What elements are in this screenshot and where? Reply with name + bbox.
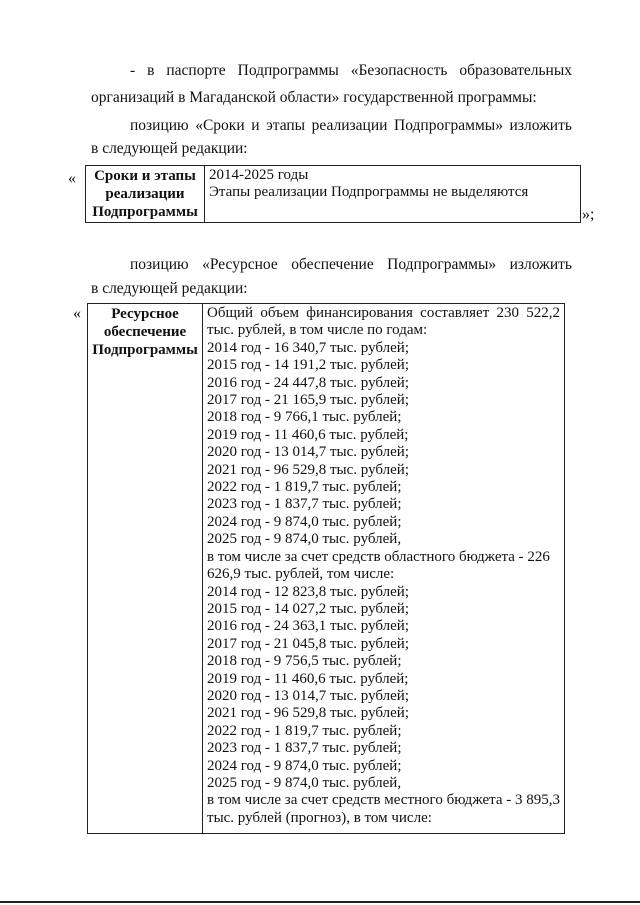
word: 522,2 — [526, 305, 560, 321]
section1-table — [85, 165, 581, 223]
text-line: Этапы реализации Подпрограммы не выделяются — [209, 184, 529, 201]
word: этапы — [266, 117, 306, 134]
word: позицию — [130, 117, 189, 134]
text-line: 2024 год - 9 874,0 тыс. рублей; — [207, 757, 402, 774]
word: объем — [260, 305, 300, 321]
word: Подпрограммы — [237, 62, 339, 79]
word: паспорте — [166, 62, 226, 79]
word: «Сроки — [195, 117, 245, 134]
text-line: 2024 год - 9 874,0 тыс. рублей; — [207, 513, 402, 530]
section1-intro-line-2: в следующей редакции: — [91, 140, 248, 157]
text-line: 2014-2025 годы — [209, 167, 309, 183]
word: составляет — [420, 305, 490, 321]
text-line: 2022 год - 1 819,7 тыс. рублей; — [207, 479, 402, 496]
text-line: тыс. рублей (прогноз), в том числе: — [207, 809, 432, 826]
text-line: 2014 год - 12 823,8 тыс. рублей; — [207, 583, 409, 600]
word: изложить — [509, 117, 572, 134]
section2-table — [87, 303, 565, 834]
text-line: 2016 год - 24 363,1 тыс. рублей; — [207, 618, 409, 635]
word: Общий — [207, 305, 254, 321]
word: Подпрограммы» — [394, 117, 503, 134]
text-line: 2018 год - 9 766,1 тыс. рублей; — [207, 409, 402, 426]
text-line: 626,9 тыс. рублей, том числе: — [207, 566, 395, 583]
text-line: 2025 год - 9 874,0 тыс. рублей, — [207, 531, 402, 548]
text-line: 2018 год - 9 756,5 тыс. рублей; — [207, 653, 402, 670]
section1-close-quote: »; — [582, 206, 595, 223]
word: 230 — [496, 305, 519, 321]
text-line: 2019 год - 11 460,6 тыс. рублей; — [207, 426, 409, 443]
word: и — [251, 117, 260, 134]
section2-intro-line-2: в следующей редакции: — [91, 280, 248, 297]
text-line: 2014 год - 16 340,7 тыс. рублей; — [207, 339, 409, 356]
word: образовательных — [459, 62, 572, 79]
text-line: в том числе за счет средств областного бюджета - 226 — [207, 548, 550, 565]
section2-lines — [207, 322, 560, 827]
section2-label: Ресурсное обеспечение Подпрограммы — [88, 304, 203, 834]
text-line: 2023 год - 1 837,7 тыс. рублей; — [207, 496, 402, 513]
word: обеспечение — [291, 256, 374, 273]
word: - — [130, 62, 136, 79]
text-line: 2023 год - 1 837,7 тыс. рублей; — [207, 740, 402, 757]
intro-line-2: организаций в Магаданской области» государственной программы: — [91, 89, 537, 106]
word: в — [147, 62, 155, 79]
word: финансирования — [306, 305, 413, 321]
text-line: 2017 год - 21 165,9 тыс. рублей; — [207, 392, 409, 409]
text-line: тыс. рублей, в том числе по годам: — [207, 322, 428, 339]
text-line: 2020 год - 13 014,7 тыс. рублей; — [207, 444, 409, 461]
section1-label: Сроки и этапы реализации Подпрограммы — [86, 166, 205, 223]
text-line: 2016 год - 24 447,8 тыс. рублей; — [207, 374, 409, 391]
text-line: 2017 год - 21 045,8 тыс. рублей; — [207, 635, 409, 652]
section2-value — [203, 304, 565, 834]
word: изложить — [509, 256, 572, 273]
text-line: 2022 год - 1 819,7 тыс. рублей; — [207, 722, 402, 739]
text-line: 2021 год - 96 529,8 тыс. рублей; — [207, 705, 409, 722]
section1-intro-line-1 — [130, 117, 572, 135]
word: реализации — [311, 117, 388, 134]
section1-open-quote: « — [68, 170, 76, 187]
text-line: в том числе за счет средств местного бюджета - 3 895,3 — [207, 792, 560, 809]
text-line: 2020 год - 13 014,7 тыс. рублей; — [207, 687, 409, 704]
word: «Безопасность — [350, 62, 448, 79]
text-line: 2015 год - 14 191,2 тыс. рублей; — [207, 357, 409, 374]
section1-value — [205, 166, 581, 223]
footer-rule — [0, 901, 640, 903]
word: Подпрограммы» — [387, 256, 497, 273]
section2-open-quote: « — [73, 305, 81, 322]
intro-line-1 — [130, 62, 572, 80]
text-line: 2021 год - 96 529,8 тыс. рублей; — [207, 461, 409, 478]
section2-first-line — [207, 305, 560, 322]
section2-intro-line-1 — [130, 256, 572, 274]
text-line: 2019 год - 11 460,6 тыс. рублей; — [207, 670, 409, 687]
word: «Ресурсное — [202, 256, 278, 273]
word: позицию — [130, 256, 189, 273]
text-line: 2015 год - 14 027,2 тыс. рублей; — [207, 600, 409, 617]
text-line: 2025 год - 9 874,0 тыс. рублей, — [207, 774, 402, 791]
